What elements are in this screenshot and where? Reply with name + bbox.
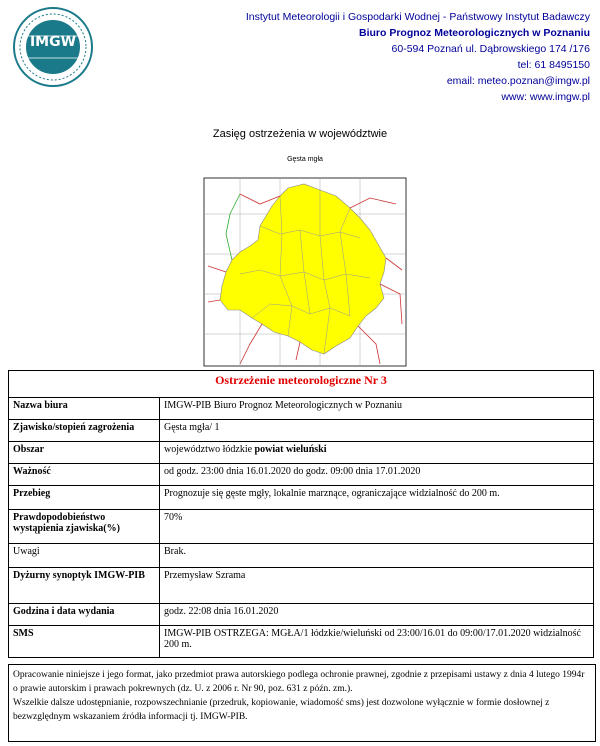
sms-label: SMS — [9, 626, 160, 658]
institute-header — [190, 9, 590, 105]
row-area — [9, 442, 594, 464]
copyright-paragraph-2: Wszelkie dalsze udostępnianie, rozpowszechnianie (przedruk, kopiowanie, wiadomość sms) jest dozwolone wyłącznie w formie dosłownej z bezwzględnym wskazaniem źródła informacji tj. IMGW-PIB. — [13, 698, 550, 722]
validity-label: Ważność — [9, 464, 160, 486]
issued-value: godz. 22:08 dnia 16.01.2020 — [160, 604, 594, 626]
voivodeship-map — [200, 174, 410, 370]
row-remarks — [9, 544, 594, 568]
row-issued — [9, 604, 594, 626]
duty-value: Przemysław Szrama — [160, 568, 594, 604]
header-line-email[interactable]: email: meteo.poznan@imgw.pl — [446, 75, 590, 87]
duty-label: Dyżurny synoptyk IMGW-PIB — [9, 568, 160, 604]
validity-value: od godz. 23:00 dnia 16.01.2020 do godz. 09:00 dnia 17.01.2020 — [160, 464, 594, 486]
remarks-value: Brak. — [160, 544, 594, 568]
logo-text: IMGW — [29, 34, 77, 50]
row-phenomenon — [9, 420, 594, 442]
header-line-institute: Instytut Meteorologii i Gospodarki Wodnej - Państwowy Instytut Badawczy — [245, 11, 590, 23]
area-value-district: powiat wieluński — [254, 444, 327, 455]
header-line-www[interactable]: www: www.imgw.pl — [501, 91, 590, 103]
header-line-office: Biuro Prognoz Meteorologicznych w Poznaniu — [358, 27, 590, 39]
phenomenon-value: Gęsta mgła/ 1 — [160, 420, 594, 442]
warning-table — [8, 370, 594, 658]
issued-label: Godzina i data wydania — [9, 604, 160, 626]
probability-label: Prawdopodobieństwo wystąpienia zjawiska(%) — [9, 510, 160, 544]
course-value: Prognozuje się gęste mgły, lokalnie marznące, ograniczające widzialność do 200 m. — [160, 486, 594, 510]
copyright-paragraph-1: Opracowanie niniejsze i jego format, jako przedmiot prawa autorskiego podlega ochronie prawnej, zgodnie z przepisami ustawy z dnia 4 lutego 1994r o prawie autorskim i prawach pokrewnych (dz. U. z 2006 r. Nr 90, poz. 631 z późn. zm.). — [13, 670, 585, 694]
area-value — [160, 442, 594, 464]
map-title: Zasięg ostrzeżenia w województwie — [212, 128, 388, 140]
row-course — [9, 486, 594, 510]
sms-value: IMGW-PIB OSTRZEGA: MGŁA/1 łódzkie/wieluński od 23:00/16.01 do 09:00/17.01.2020 widzialność 200 m. — [160, 626, 594, 658]
probability-value: 70% — [160, 510, 594, 544]
row-duty — [9, 568, 594, 604]
course-label: Przebieg — [9, 486, 160, 510]
phenomenon-label: Zjawisko/stopień zagrożenia — [9, 420, 160, 442]
map-legend-label: Gęsta mgła — [287, 156, 323, 163]
area-label: Obszar — [9, 442, 160, 464]
office-label: Nazwa biura — [9, 398, 160, 420]
warning-map — [200, 156, 410, 370]
warning-title: Ostrzeżenie meteorologiczne Nr 3 — [9, 371, 594, 398]
header-line-phone: tel: 61 8495150 — [517, 59, 590, 71]
office-value: IMGW-PIB Biuro Prognoz Meteorologicznych w Poznaniu — [160, 398, 594, 420]
row-validity — [9, 464, 594, 486]
row-sms — [9, 626, 594, 658]
row-office — [9, 398, 594, 420]
row-probability — [9, 510, 594, 544]
remarks-label: Uwagi — [9, 544, 160, 568]
area-value-prefix: województwo łódzkie — [164, 444, 255, 455]
imgw-logo — [12, 6, 94, 88]
copyright-notice — [8, 664, 596, 742]
header-line-address: 60-594 Poznań ul. Dąbrowskiego 174 /176 — [391, 43, 590, 55]
